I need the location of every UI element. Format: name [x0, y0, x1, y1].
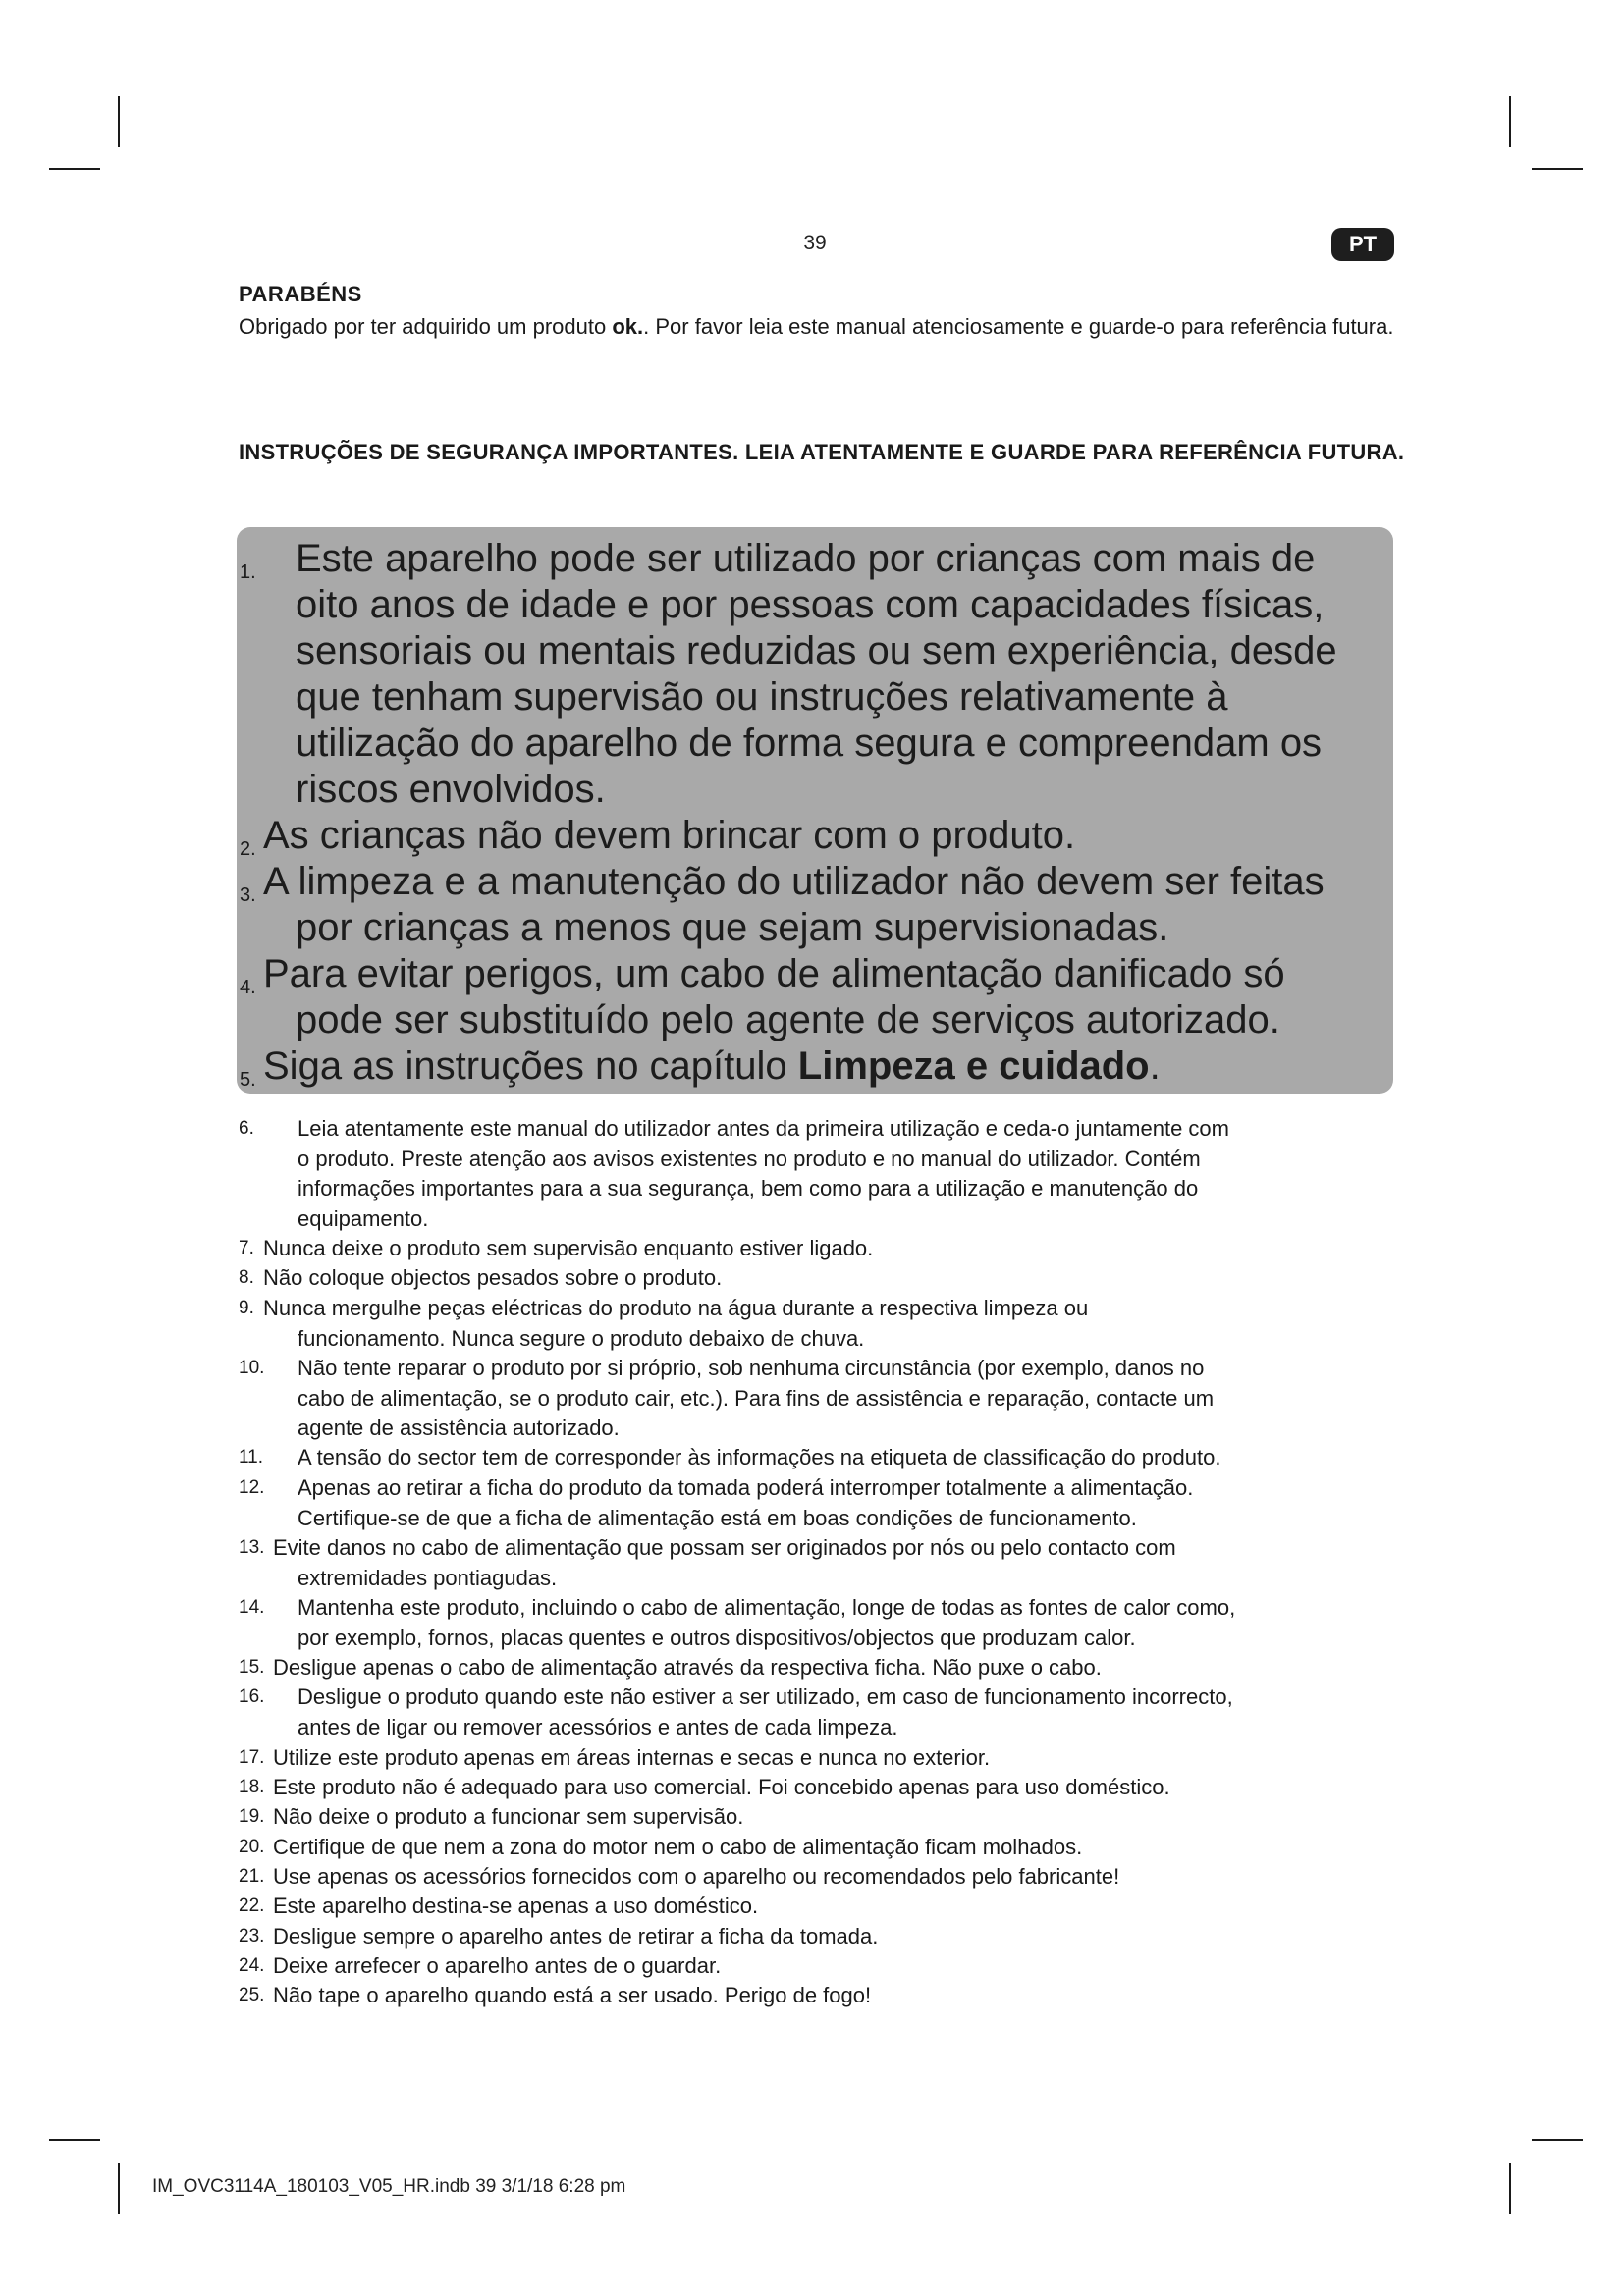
- item-number: 24.: [239, 1955, 265, 1976]
- item-text-line: agente de assistência autorizado.: [298, 1415, 620, 1440]
- item-text-line: Use apenas os acessórios fornecidos com o aparelho ou recomendados pelo fabricante!: [273, 1864, 1120, 1889]
- crop-mark-top-left-v: [118, 96, 120, 147]
- item-number: 10.: [239, 1358, 265, 1378]
- item-text-line: Deixe arrefecer o aparelho antes de o guardar.: [273, 1953, 722, 1978]
- item-number: 1.: [240, 561, 256, 583]
- item-text-line: Não tape o aparelho quando está a ser usado. Perigo de fogo!: [273, 1983, 872, 2007]
- item-text-line: por crianças a menos que sejam supervisionadas.: [296, 906, 1169, 949]
- item-text-line: pode ser substituído pelo agente de serviços autorizado.: [296, 998, 1280, 1041]
- item-number: 12.: [239, 1477, 265, 1498]
- item-text-line: Mantenha este produto, incluindo o cabo de alimentação, longe de todas as fontes de calor como,: [298, 1595, 1236, 1620]
- congrats-heading: PARABÉNS: [239, 282, 362, 306]
- item-text-line: que tenham supervisão ou instruções relativamente à: [296, 675, 1228, 719]
- crop-mark-top-left-h: [49, 168, 100, 170]
- item-text-line: Nunca deixe o produto sem supervisão enquanto estiver ligado.: [263, 1236, 874, 1260]
- item-text-line: oito anos de idade e por pessoas com capacidades físicas,: [296, 583, 1325, 626]
- item-text-line: Este aparelho pode ser utilizado por crianças com mais de: [296, 537, 1316, 580]
- crop-mark-top-right-h: [1532, 168, 1583, 170]
- item-number: 13.: [239, 1537, 265, 1558]
- item-number: 2.: [240, 838, 256, 860]
- item-text-line: extremidades pontiagudas.: [298, 1565, 558, 1590]
- item-number: 21.: [239, 1866, 265, 1887]
- item-number: 6.: [239, 1118, 254, 1139]
- item-text-line: Apenas ao retirar a ficha do produto da tomada poderá interromper totalmente a alimentação.: [298, 1475, 1194, 1500]
- item-text-line: informações importantes para a sua segurança, bem como para a utilização e manutenção do: [298, 1176, 1199, 1201]
- item-text-line: A tensão do sector tem de corresponder às informações na etiqueta de classificação do produto.: [298, 1445, 1221, 1469]
- highlight-box: [237, 527, 1393, 1094]
- crop-mark-bottom-left-v: [118, 2163, 120, 2214]
- item-text-line: cabo de alimentação, se o produto cair, etc.). Para fins de assistência e reparação, contacte um: [298, 1385, 1215, 1411]
- item-text-line: sensoriais ou mentais reduzidas ou sem experiência, desde: [296, 629, 1337, 672]
- item-text-line: equipamento.: [298, 1205, 429, 1231]
- item-text-line: Este produto não é adequado para uso comercial. Foi concebido apenas para uso doméstico.: [273, 1775, 1170, 1799]
- item-text-line: Certifique de que nem a zona do motor nem o cabo de alimentação ficam molhados.: [273, 1835, 1083, 1859]
- item-number: 22.: [239, 1896, 265, 1916]
- page-number: 39: [803, 232, 827, 254]
- item-number: 25.: [239, 1985, 265, 2005]
- item-text-line: Não coloque objectos pesados sobre o produto.: [263, 1265, 723, 1290]
- item-number: 11.: [239, 1447, 264, 1468]
- crop-mark-bottom-right-h: [1532, 2139, 1583, 2141]
- chapter-reference: Limpeza e cuidado: [797, 1044, 1150, 1088]
- item-number: 15.: [239, 1657, 265, 1678]
- item-number: 23.: [239, 1926, 265, 1947]
- item-text-line: Não deixe o produto a funcionar sem supervisão.: [273, 1804, 744, 1829]
- item-text-line: Desligue apenas o cabo de alimentação através da respectiva ficha. Não puxe o cabo.: [273, 1655, 1102, 1680]
- item-text-line: Nunca mergulhe peças eléctricas do produto na água durante a respectiva limpeza ou: [263, 1296, 1089, 1320]
- item-number: 14.: [239, 1597, 265, 1618]
- item-text-line: Não tente reparar o produto por si próprio, sob nenhuma circunstância (por exemplo, danos no: [298, 1356, 1205, 1380]
- item-text-line: Para evitar perigos, um cabo de alimentação danificado só: [263, 952, 1285, 995]
- brand-name: ok.: [612, 314, 644, 339]
- item-number: 18.: [239, 1777, 265, 1797]
- crop-mark-bottom-right-v: [1509, 2163, 1511, 2214]
- item-number: 19.: [239, 1806, 265, 1827]
- item-text-line: Leia atentamente este manual do utilizador antes da primeira utilização e ceda-o juntamente com: [298, 1116, 1229, 1141]
- item-number: 5.: [240, 1069, 256, 1091]
- item-text-line: Desligue sempre o aparelho antes de retirar a ficha da tomada.: [273, 1924, 879, 1949]
- item-text-line: A limpeza e a manutenção do utilizador não devem ser feitas: [263, 860, 1325, 903]
- thanks-text-part1: Obrigado por ter adquirido um produto: [239, 314, 613, 339]
- language-badge: PT: [1331, 228, 1394, 261]
- item-text-line: por exemplo, fornos, placas quentes e outros dispositivos/objectos que produzam calor.: [298, 1625, 1136, 1650]
- item-number: 9.: [239, 1298, 254, 1318]
- item-number: 16.: [239, 1686, 265, 1707]
- print-footer: IM_OVC3114A_180103_V05_HR.indb 39 3/1/18 6:28 pm: [152, 2176, 626, 2197]
- item-text-line: As crianças não devem brincar com o produto.: [263, 814, 1076, 857]
- item-text-line: Certifique-se de que a ficha de alimentação está em boas condições de funcionamento.: [298, 1505, 1137, 1530]
- item-number: 17.: [239, 1747, 265, 1768]
- item-text-line: antes de ligar ou remover acessórios e antes de cada limpeza.: [298, 1714, 898, 1739]
- item-text-line: Utilize este produto apenas em áreas internas e secas e nunca no exterior.: [273, 1745, 991, 1770]
- item-number: 7.: [239, 1238, 254, 1258]
- safety-heading: INSTRUÇÕES DE SEGURANÇA IMPORTANTES. LEIA ATENTAMENTE E GUARDE PARA REFERÊNCIA FUTURA.: [239, 440, 1405, 464]
- crop-mark-bottom-left-h: [49, 2139, 100, 2141]
- item-number: 4.: [240, 977, 256, 998]
- item-number: 20.: [239, 1837, 265, 1857]
- item-number: 8.: [239, 1267, 254, 1288]
- item-text-line: utilização do aparelho de forma segura e compreendam os: [296, 721, 1323, 765]
- item-text-line: Evite danos no cabo de alimentação que possam ser originados por nós ou pelo contacto com: [273, 1535, 1176, 1560]
- item-text-line: funcionamento. Nunca segure o produto debaixo de chuva.: [298, 1325, 865, 1351]
- item-number: 3.: [240, 884, 256, 906]
- item-text-line: riscos envolvidos.: [296, 768, 606, 811]
- item-text-line: Este aparelho destina-se apenas a uso doméstico.: [273, 1894, 759, 1918]
- crop-mark-top-right-v: [1509, 96, 1511, 147]
- thanks-text-part2: . Por favor leia este manual atenciosamente e guarde-o para referência futura.: [643, 314, 1394, 339]
- item-text-line: Desligue o produto quando este não estiver a ser utilizado, em caso de funcionamento incorrecto,: [298, 1684, 1233, 1709]
- thanks-paragraph: [239, 312, 1397, 342]
- item-text-line: o produto. Preste atenção aos avisos existentes no produto e no manual do utilizador. Contém: [298, 1146, 1201, 1171]
- item-text-line: Siga as instruções no capítulo Limpeza e cuidado.: [263, 1044, 1161, 1088]
